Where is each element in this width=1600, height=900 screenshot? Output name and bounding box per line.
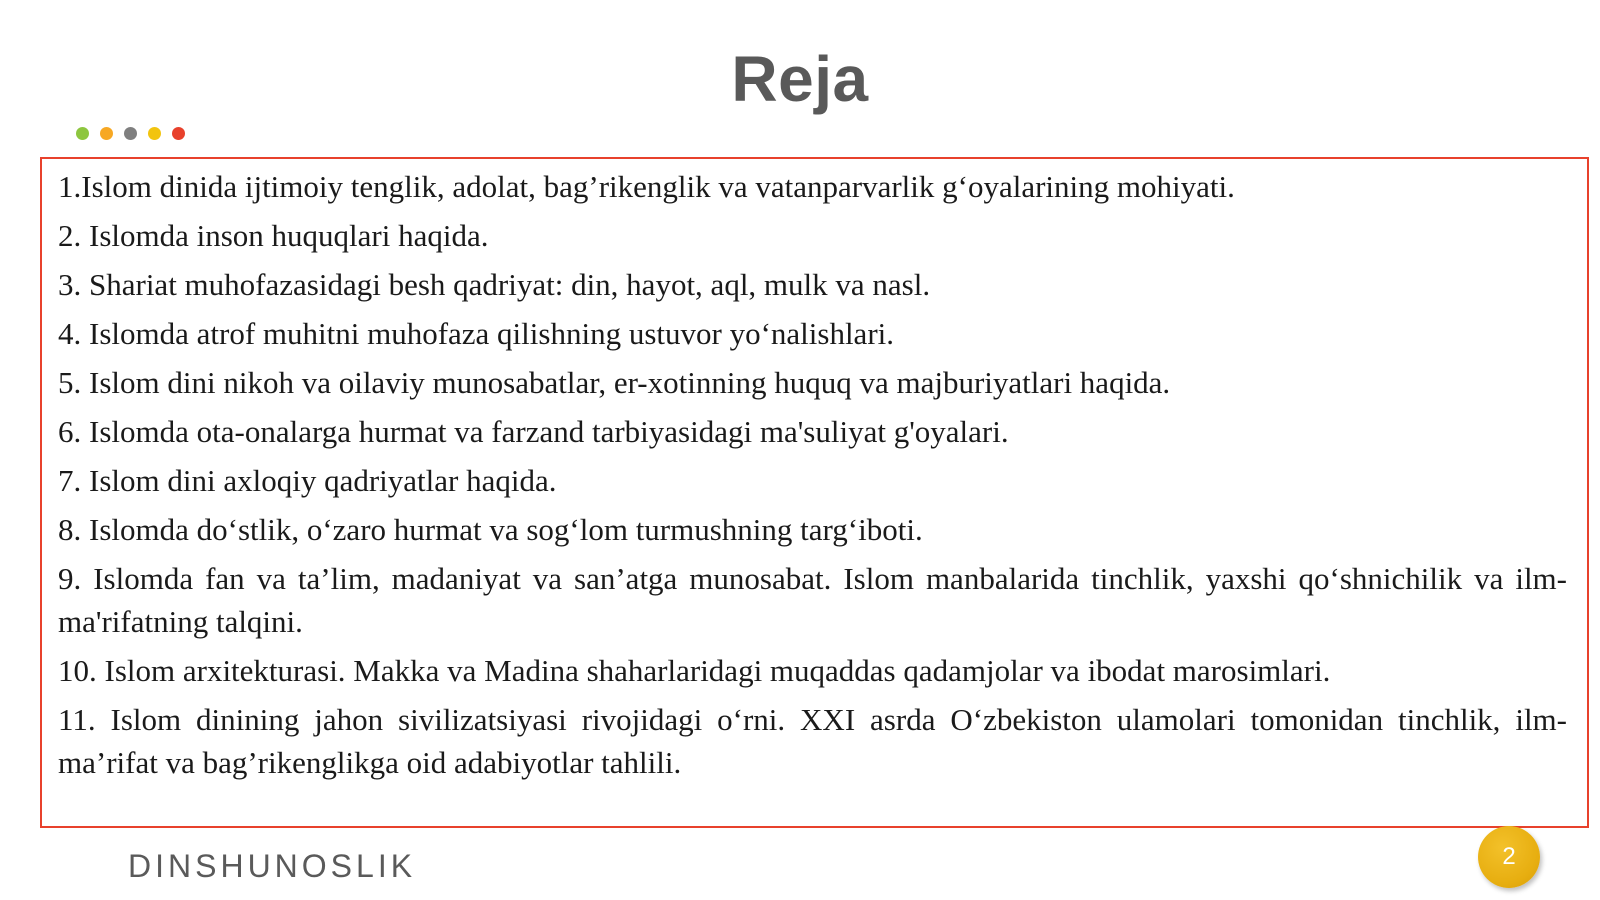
- slide-title: Reja: [731, 43, 869, 115]
- plan-item-9: 9. Islomda fan va ta’lim, madaniyat va san’atga munosabat. Islom manbalarida tinchlik, yaxshi qo‘shnichilik va ilm- ma'rifatning talqini.: [58, 561, 1567, 639]
- footer-label: DINSHUNOSLIK: [128, 848, 417, 884]
- plan-item-8: 8. Islomda do‘stlik, o‘zaro hurmat va sog‘lom turmushning targ‘iboti.: [58, 512, 923, 547]
- plan-item-2: 2. Islomda inson huquqlari haqida.: [58, 218, 489, 253]
- dot-5: [172, 127, 185, 140]
- plan-list-box: [40, 157, 1589, 828]
- page-number: 2: [1502, 843, 1516, 870]
- plan-item-11: 11. Islom dinining jahon sivilizatsiyasi rivojidagi o‘rni. XXI asrda O‘zbekiston ulamolari tomonidan tinchlik, ilm-ma’rifat va bag’rikenglikga oid adabiyotlar tahlili.: [58, 702, 1567, 780]
- plan-item-6: 6. Islomda ota-onalarga hurmat va farzand tarbiyasidagi ma'suliyat g'oyalari.: [58, 414, 1009, 449]
- plan-item-4: 4. Islomda atrof muhitni muhofaza qilishning ustuvor yo‘nalishlari.: [58, 316, 895, 351]
- dot-2: [100, 127, 113, 140]
- plan-item-7: 7. Islom dini axloqiy qadriyatlar haqida.: [58, 463, 557, 498]
- plan-item-5: 5. Islom dini nikoh va oilaviy munosabatlar, er-xotinning huquq va majburiyatlari haqida.: [58, 365, 1171, 400]
- decorative-dots: [76, 127, 185, 140]
- plan-item-3: 3. Shariat muhofazasidagi besh qadriyat: din, hayot, aql, mulk va nasl.: [58, 267, 931, 302]
- dot-3: [124, 127, 137, 140]
- plan-item-10: 10. Islom arxitekturasi. Makka va Madina shaharlaridagi muqaddas qadamjolar va ibodat marosimlari.: [58, 653, 1331, 688]
- plan-item-1: 1.Islom dinida ijtimoiy tenglik, adolat, bag’rikenglik va vatanparvarlik g‘oyalarining mohiyati.: [58, 169, 1235, 204]
- dot-1: [76, 127, 89, 140]
- page-number-badge: [1478, 826, 1540, 888]
- dot-4: [148, 127, 161, 140]
